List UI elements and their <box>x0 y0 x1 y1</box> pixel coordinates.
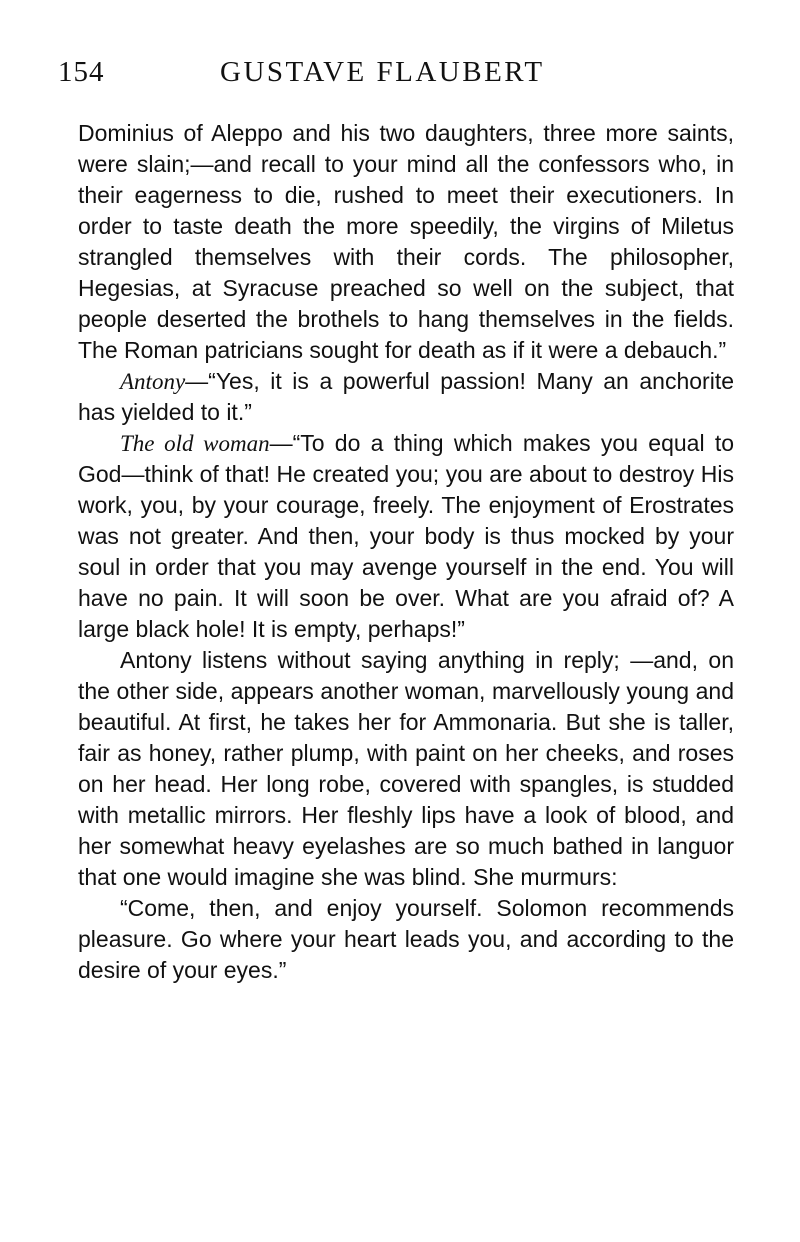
page-number: 154 <box>58 56 105 88</box>
body-text <box>78 118 734 986</box>
paragraph-2-text: —“Yes, it is a powerful passion! Many an anchorite has yielded to it.” <box>78 368 734 425</box>
paragraph-5: “Come, then, and enjoy yourself. Solomon recommends pleasure. Go where your heart leads you, and according to the desire of your eyes.” <box>78 895 734 983</box>
speaker-old-woman: The old woman <box>120 431 270 456</box>
speaker-antony: Antony <box>120 369 186 394</box>
paragraph-2 <box>78 366 734 428</box>
paragraph-4: Antony listens without saying anything in reply; —and, on the other side, appears another woman, marvellously young and beautiful. At first, he takes her for Ammonaria. But she is taller, fair as honey, rather plump, with paint on her cheeks, and roses on her head. Her long robe, covered with spangles, is studded with metallic mirrors. Her fleshly lips have a look of blood, and her somewhat heavy eyelashes are so much bathed in languor that one would imagine she was blind. She murmurs: <box>78 647 734 890</box>
paragraph-3 <box>78 428 734 645</box>
running-head <box>58 52 748 92</box>
paragraph-1: Dominius of Aleppo and his two daughters, three more saints, were slain;—and recall to your mind all the confessors who, in their eagerness to die, rushed to meet their executioners. In order to taste death the more speedily, the virgins of Miletus strangled themselves with their cords. The philosopher, Hegesias, at Syracuse preached so well on the subject, that people deserted the brothels to hang themselves in the fields. The Roman patricians sought for death as if it were a debauch.” <box>78 120 734 363</box>
book-title: GUSTAVE FLAUBERT <box>220 56 545 88</box>
paragraph-3-text: —“To do a thing which makes you equal to God—think of that! He created you; you are about to destroy His work, you, by your courage, freely. The enjoyment of Erostrates was not greater. And then, your body is thus mocked by your soul in order that you may avenge yourself in the end. You will have no pain. It will soon be over. What are you afraid of? A large black hole! It is empty, perhaps!” <box>78 430 734 642</box>
